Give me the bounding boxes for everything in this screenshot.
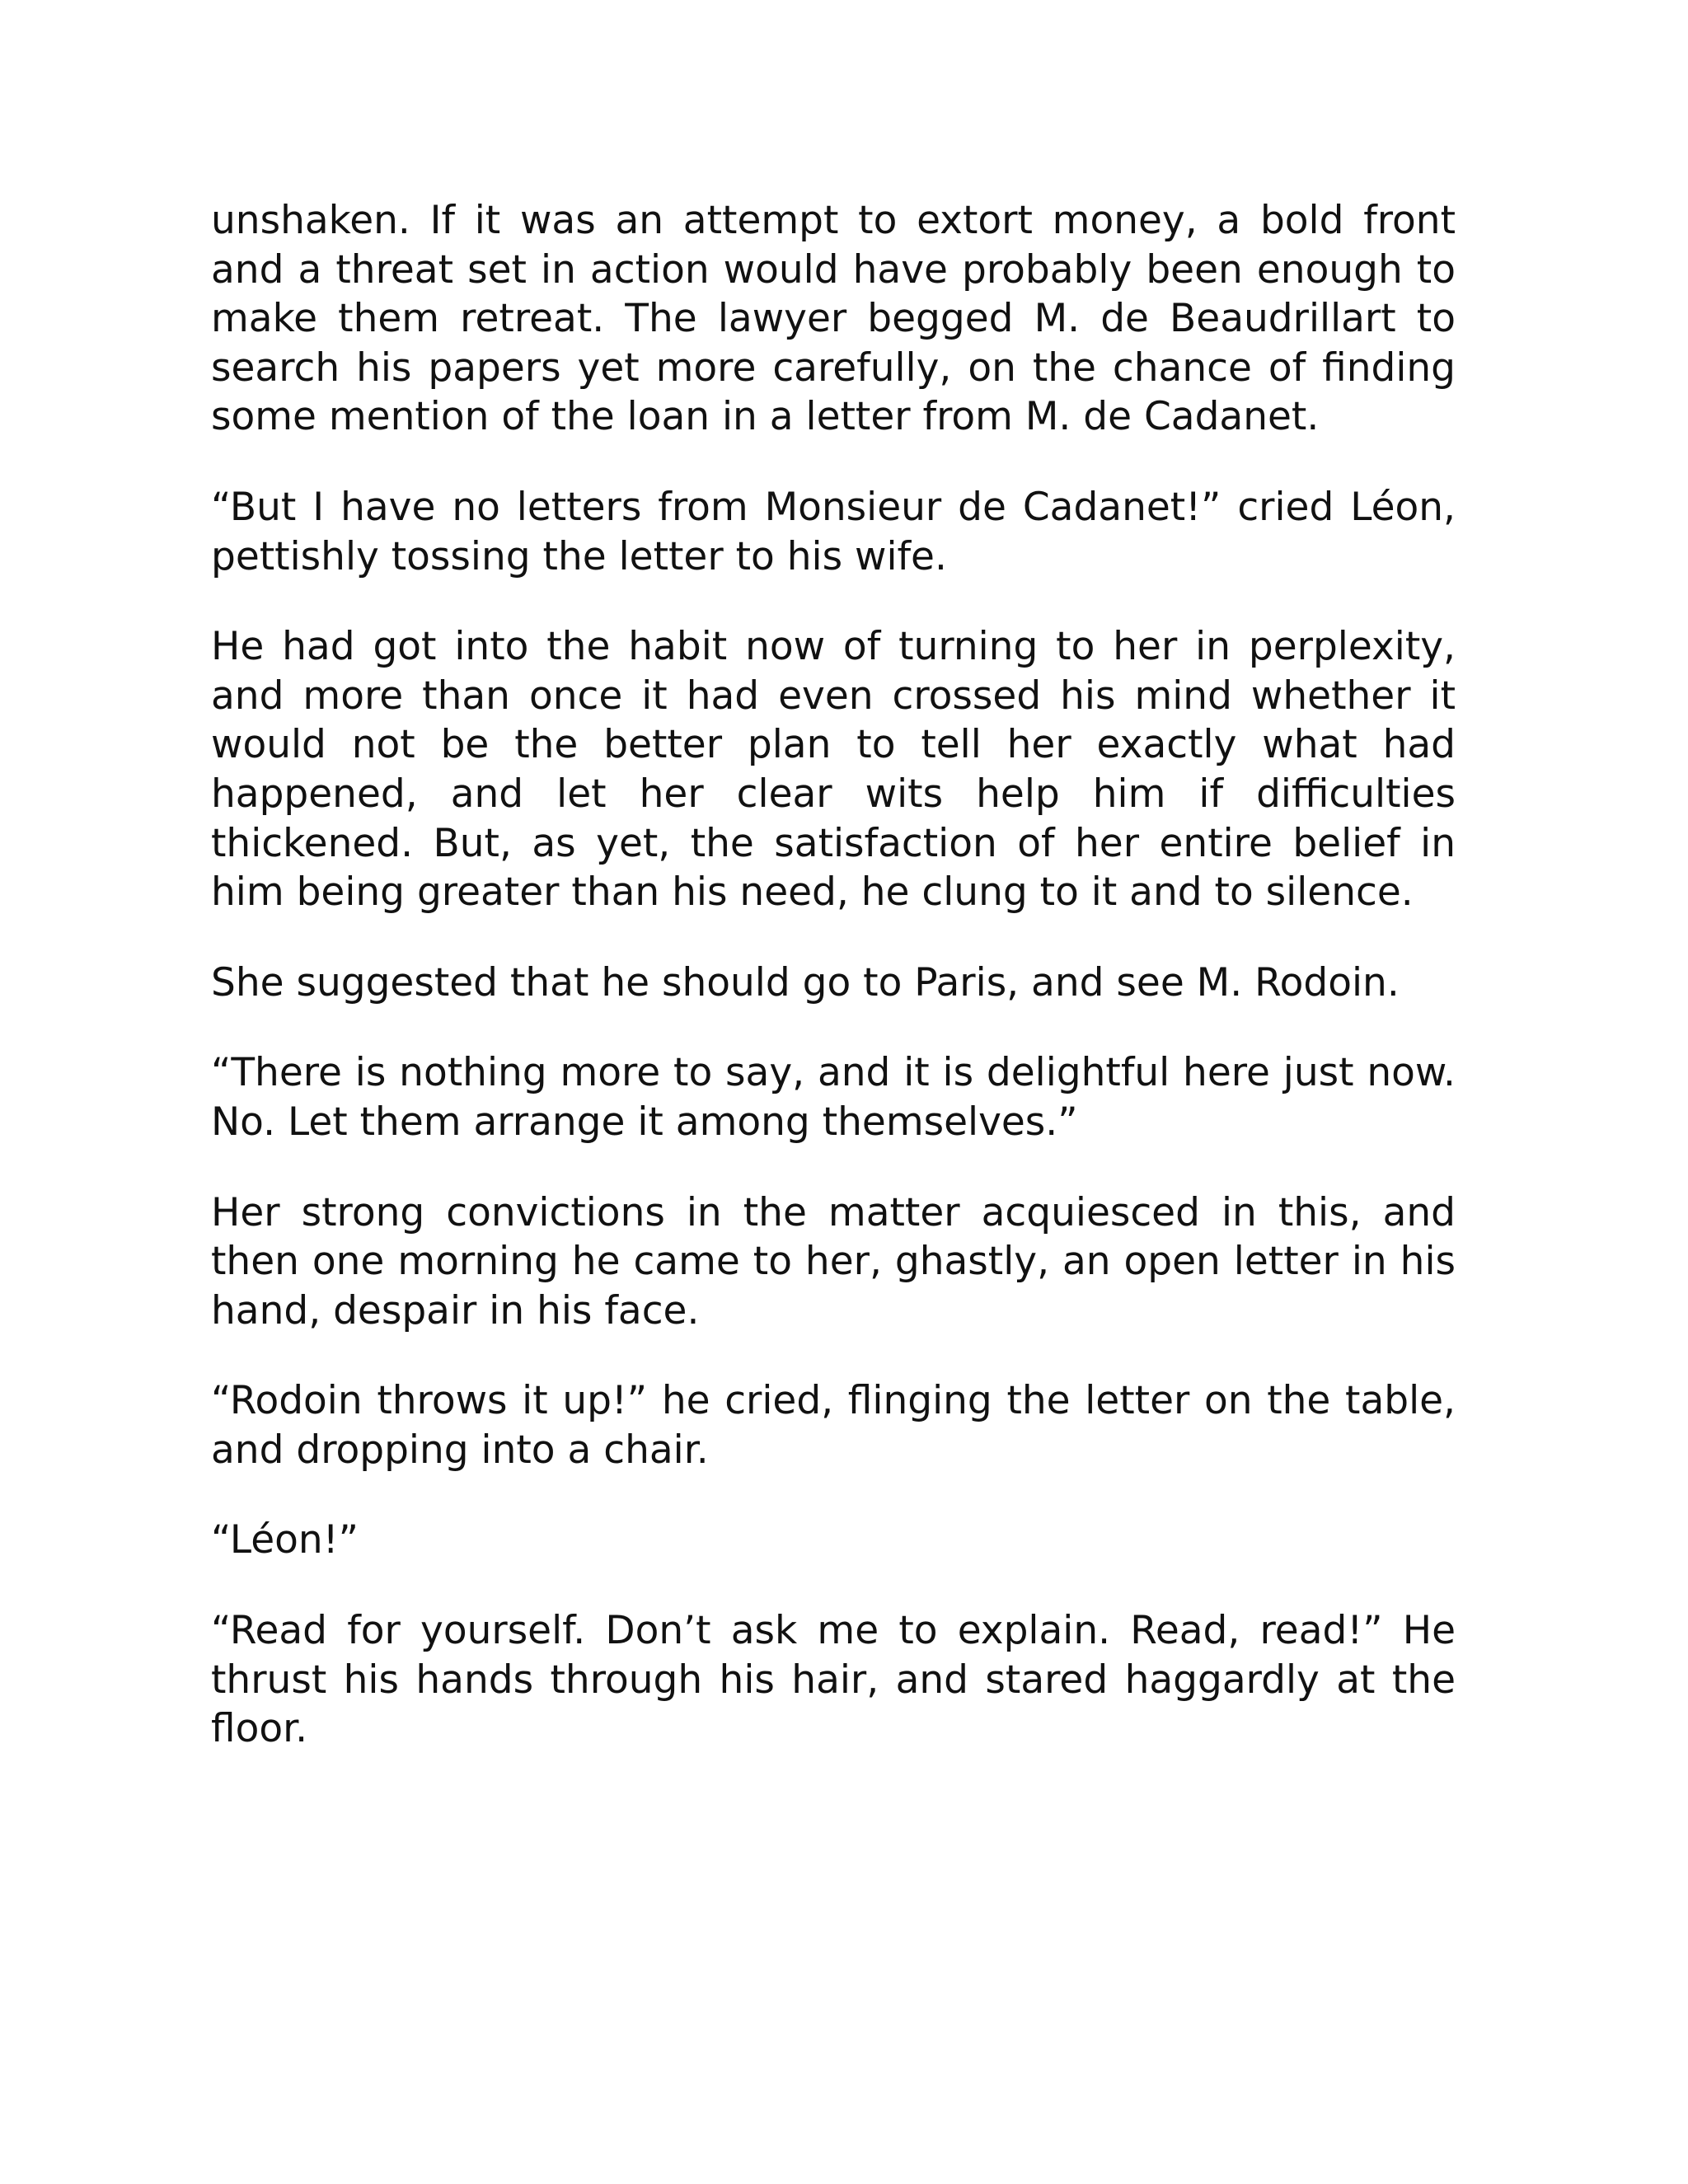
paragraph: unshaken. If it was an attempt to extort money, a bold front and a threat set in action would have probably been enough to make them retreat. The lawyer begged M. de Beaudrillart to search his papers yet more carefully, on the chance of finding some mention of the loan in a letter from M. de Cadanet. [211,198,1456,440]
paragraph: “There is nothing more to say, and it is delightful here just now. No. Let them arrange it among themselves.” [211,1050,1456,1145]
paragraph: Her strong convictions in the matter acquiesced in this, and then one morning he came to her, ghastly, an open letter in his hand, despair in his face. [211,1189,1456,1333]
page-body [211,196,1456,1795]
paragraph: “Léon!” [211,1517,359,1563]
paragraph: “Read for yourself. Don’t ask me to explain. Read, read!” He thrust his hands through his hair, and stared haggardly at the floor. [211,1608,1456,1752]
paragraph: “Rodoin throws it up!” he cried, flinging the letter on the table, and dropping into a chair. [211,1378,1456,1473]
paragraph: She suggested that he should go to Paris, and see M. Rodoin. [211,959,1400,1005]
paragraph: He had got into the habit now of turning to her in perplexity, and more than once it had even crossed his mind whether it would not be the better plan to tell her exactly what had happened, and let her clear wits help him if difficulties thickened. But, as yet, the satisfaction of her entire belief in him being greater than his need, he clung to it and to silence. [211,624,1456,916]
paragraph: “But I have no letters from Monsieur de Cadanet!” cried Léon, pettishly tossing the letter to his wife. [211,484,1456,579]
